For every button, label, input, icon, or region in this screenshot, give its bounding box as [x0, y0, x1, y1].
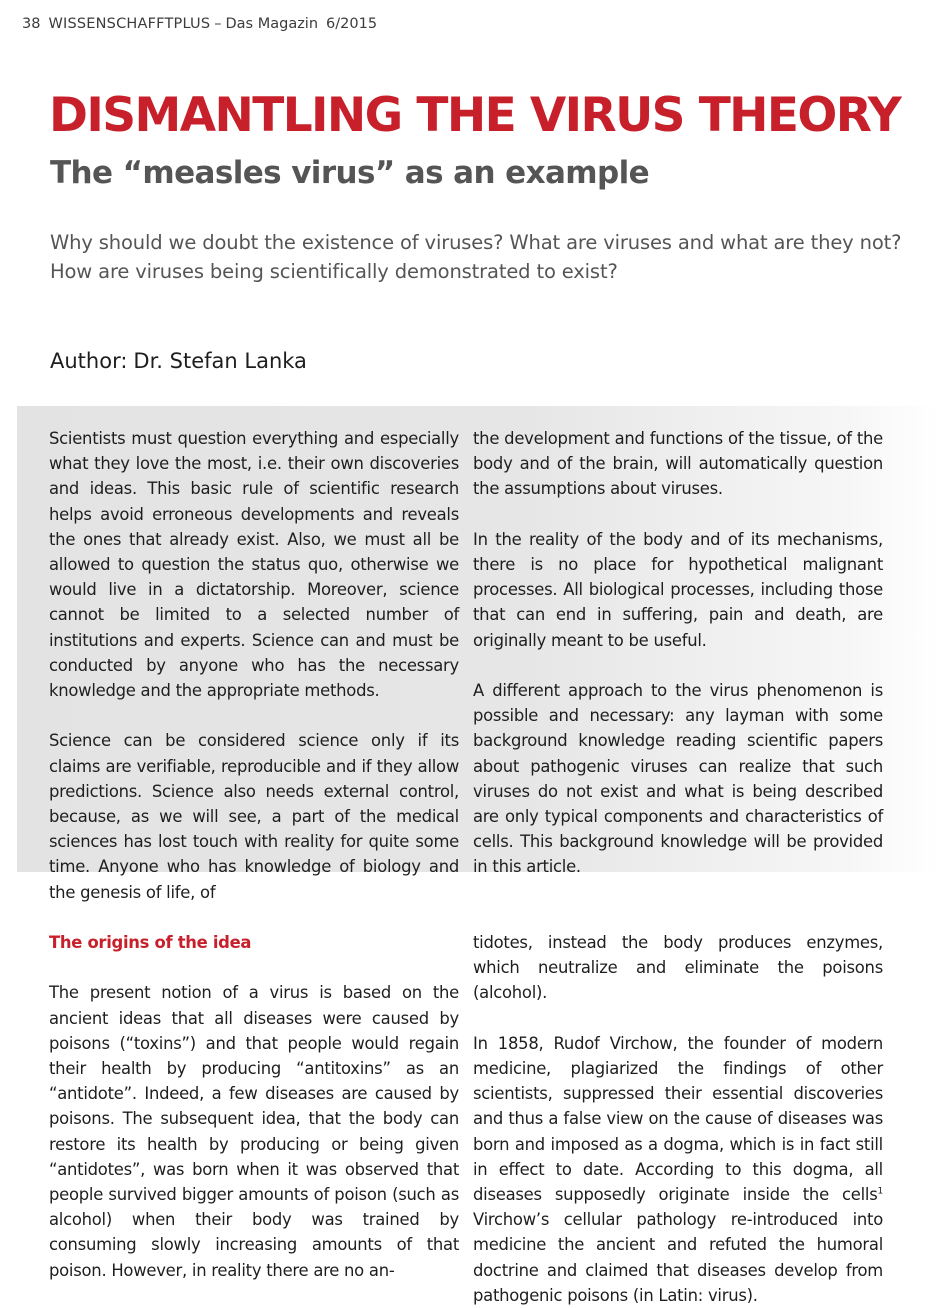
footnote-ref: 1 — [877, 1186, 883, 1197]
author-label: Author: — [50, 349, 128, 373]
intro-column-left — [49, 426, 459, 905]
intro-paragraph: A different approach to the virus phenomenon is possible and necessary: any layman with some background knowledge reading scientific papers about pathogenic viruses can realize that such viruses do not exist and what is being described are only typical components and characteristics of cells. This background knowledge will be provided in this article. — [473, 681, 883, 877]
body-paragraph: The present notion of a virus is based on the ancient ideas that all diseases were caused by poisons (“toxins”) and that people would regain their health by producing “antitoxins” as an “antidote”. Indeed, a few diseases are caused by poisons. The subsequent idea, that the body can restore its health by producing or being given “antidotes”, was born when it was observed that people survived bigger amounts of poison (such as alcohol) when their body was trained by consuming slowly increasing amounts of that poison. However, in reality there are no an- — [49, 983, 459, 1280]
author-name: Dr. Stefan Lanka — [133, 349, 307, 373]
intro-paragraph: Scientists must question everything and especially what they love the most, i.e. their own discoveries and ideas. This basic rule of scientific research helps avoid erroneous developments and reveals the ones that already exist. Also, we must all be allowed to question the status quo, otherwise we would live in a dictatorship. Moreover, science cannot be limited to a selected number of institutions and experts. Science can and must be conducted by anyone who has the necessary knowledge and the appropriate methods. — [49, 429, 459, 701]
running-head — [22, 16, 377, 32]
article-subtitle: The “measles virus” as an example — [50, 155, 650, 191]
author-line — [50, 346, 307, 376]
edition-name: Das Magazin — [225, 16, 319, 32]
intro-paragraph: In the reality of the body and of its mechanisms, there is no place for hypothetical malignant processes. All biological processes, including those that can end in suffering, pain and death, are originally meant to be useful. — [473, 529, 883, 650]
running-head-separator: – — [214, 16, 222, 32]
intro-column-right — [473, 426, 883, 880]
body-column-left — [49, 930, 459, 1283]
intro-paragraph: the development and functions of the tissue, of the body and of the brain, will automatically question the assumptions about viruses. — [473, 429, 883, 499]
magazine-name: WISSENSCHAFFTPLUS — [48, 16, 211, 32]
page-number: 38 — [22, 16, 41, 32]
section-heading: The origins of the idea — [49, 933, 252, 952]
issue-number: 6/2015 — [326, 16, 378, 32]
body-text: In 1858, Rudof Virchow, the founder of modern medicine, plagiarized the findings of other scientists, suppressed their essential discoveries and thus a false view on the cause of diseases was born and imposed as a dogma, which is in fact still in effect to date. According to this dogma, all diseases supposedly originate inside the cells — [473, 1033, 883, 1205]
article-title: DISMANTLING THE VIRUS THEORY — [49, 88, 901, 143]
body-paragraph: tidotes, instead the body produces enzymes, which neutralize and eliminate the poisons (alcohol). — [473, 933, 883, 1003]
body-text: Virchow’s cellular pathology re-introduced into medicine the ancient and refuted the humoral doctrine and claimed that diseases develop from pathogenic poisons (in Latin: virus). — [473, 1210, 883, 1305]
intro-paragraph: Science can be considered science only if its claims are verifiable, reproducible and if they allow predictions. Science also needs external control, because, as we will see, a part of the medical sciences has lost touch with reality for quite some time. Anyone who has knowledge of biology and the genesis of life, of — [49, 731, 459, 902]
body-column-right — [473, 930, 883, 1308]
body-paragraph — [473, 1031, 883, 1308]
article-lead: Why should we doubt the existence of viruses? What are viruses and what are they not? How are viruses being scientifically demonstrated to exist? — [50, 231, 902, 283]
